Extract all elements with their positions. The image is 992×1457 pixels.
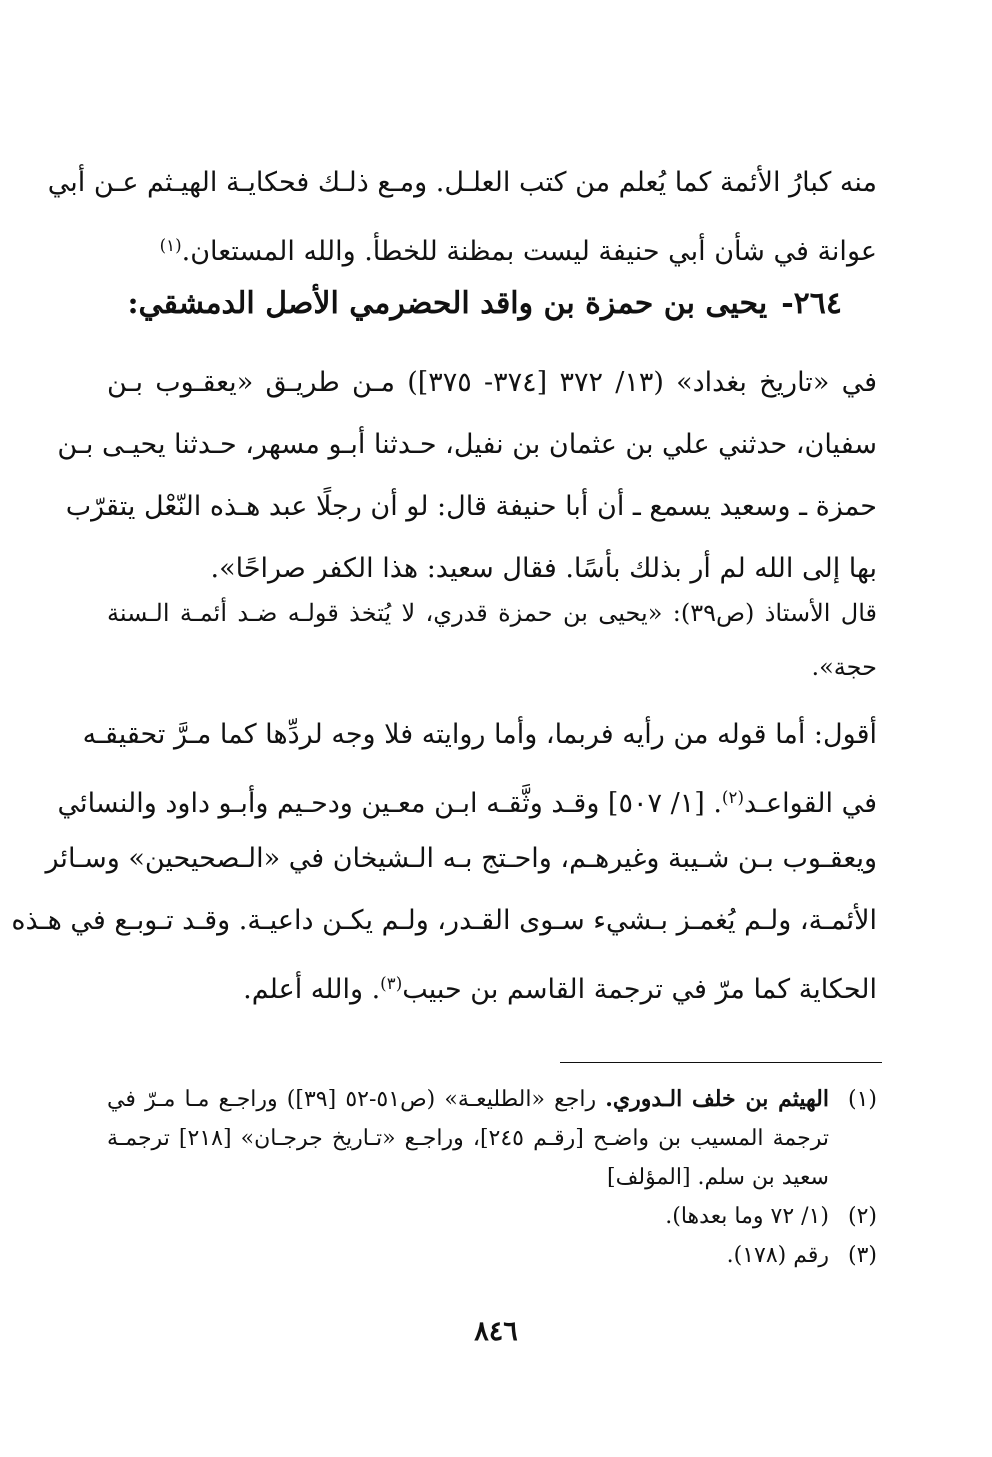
footnote-2 [107,1197,877,1236]
entry-number: ٢٦٤- [781,286,842,321]
text-line: أقول: أما قوله من رأيه فربما، وأما روايته فلا وجه لردِّها كما مـرَّ تحقيقـه [82,719,877,750]
footnotes [107,1080,877,1275]
footnote-reference[interactable]: (١) [159,235,182,255]
text-line: منه كبارُ الأئمة كما يُعلم من كتب العلـل. ومـع ذلـك فحكايـة الهيـثم عـن أبي [47,167,877,198]
text-line: حجة». [811,653,877,681]
text-segment: في القواعـد [743,788,877,820]
footnote-body: رقم (١٧٨). [726,1243,829,1268]
footnote-separator [560,1062,882,1063]
footnote-3 [107,1236,877,1275]
footnote-marker: (٢) [847,1204,877,1229]
footnote-reference[interactable]: (٣) [380,973,403,993]
response-paragraph [11,704,877,1014]
text-segment: راجع «الطليعـة» (ص٥١-٥٢ [٣٩]) وراجـع مـا مـرّ في [107,1087,606,1112]
quote-paragraph [107,586,877,694]
text-segment: عوانة في شأن أبي حنيفة ليست بمظنة للخطأ. والله المستعان. [181,236,877,268]
text-line: في «تاريخ بغداد» (١٣/ ٣٧٢ [٣٧٤- ٣٧٥]) مـن طريـق «يعقـوب بـن [107,367,877,398]
footnote-body [107,1080,829,1197]
text-segment: . [١/ ٥٠٧] وقـد وثَّقـه ابـن معـين ودحـيم وأبـو داود والنسائي [57,788,722,820]
footnote-reference[interactable]: (٢) [721,787,744,807]
footnote-lead: الهيثم بن خلف الـدوري. [605,1086,829,1112]
opening-paragraph [47,152,877,276]
text-segment: . والله أعلم. [243,974,381,1006]
text-line: حمزة ـ وسعيد يسمع ـ أن أبا حنيفة قال: لو أن رجلًا عبد هـذه النّعْل يتقرّب [65,491,877,522]
footnote-1 [107,1080,877,1197]
entry-heading [127,286,842,321]
footnote-body: (١/ ٧٢ وما بعدها). [665,1204,829,1229]
text-segment: الحكاية كما مرّ في ترجمة القاسم بن حبيب [402,974,877,1006]
text-line [57,766,877,828]
footnote-marker: (٣) [847,1243,877,1268]
text-line: بها إلى الله لم أر بذلك بأسًا. فقال سعيد: هذا الكفر صراحًا». [210,553,877,584]
text-line: ويعقـوب بـن شـيبة وغيرهـم، واحـتج بـه الـشيخان في «الـصحيحين» وسـائر [45,843,877,874]
text-line: الأئمـة، ولـم يُغمـز بـشيء سـوى القـدر، ولـم يكـن داعيـة. وقـد تـوبـع في هـذه [11,905,877,936]
text-line: سفيان، حدثني علي بن عثمان بن نفيل، حـدثنا أبـو مسهر، حـدثنا يحيـى بـن [57,429,877,460]
text-line: قال الأستاذ (ص٣٩): «يحيى بن حمزة قدري، لا يُتخذ قولـه ضـد أئمـة الـسنة [107,599,877,627]
text-line: سعيد بن سلم. [المؤلف] [607,1165,829,1190]
text-line: ترجمة المسيب بن واضـح [رقـم ٢٤٥]، وراجـع «تـاريخ جرجـان» [٢١٨] ترجمـة [107,1126,829,1151]
page-number: ٨٤٦ [474,1316,518,1347]
footnote-marker: (١) [847,1087,877,1112]
entry-title: يحيى بن حمزة بن واقد الحضرمي الأصل الدمشقي: [127,286,768,321]
text-line [107,1080,829,1119]
text-line [107,952,877,1014]
text-line [107,214,877,276]
narration-paragraph [57,352,877,600]
